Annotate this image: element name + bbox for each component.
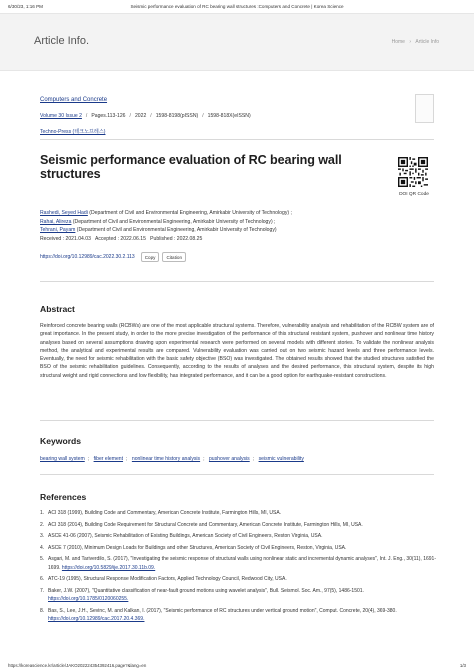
print-footer (0, 661, 474, 671)
keyword-link[interactable]: seismic vulnerability (258, 456, 304, 462)
print-page-title: Seismic performance evaluation of RC bearing wall structures :Computers and Concrete | Korea Science (130, 3, 344, 9)
references-heading: References (40, 492, 87, 502)
keyword-link[interactable]: bearing wall system (40, 456, 85, 462)
author-link[interactable]: Rashedi, Seyed Hadi (40, 210, 88, 216)
reference-item: 8. Bas, S., Lee, J.H., Sevinc, M. and Kalkan, I. (2017), "Seismic performance of RC structures under vertical ground motion", Comput. Concrete, 20(4), 369-380. https://doi.org/10.12989/cac.2017.20.4.369. (40, 607, 397, 623)
pissn: 1598-8198(pISSN) (155, 113, 199, 119)
divider (40, 420, 434, 421)
breadcrumb-separator: › (409, 39, 411, 45)
publisher-link[interactable]: Techno-Press (테크노프레스) (40, 129, 106, 135)
keywords-heading: Keywords (40, 436, 82, 446)
author-row (40, 226, 292, 235)
keywords-list: bearing wall system ; fiber element ; nonlinear time history analysis ; pushover analysis ; seismic vulnerability (40, 456, 304, 462)
reference-item: 7. Baker, J.W. (2007), "Quantitative classification of near-fault ground motions using wavelet analysis", Bull. Seismol. Soc. Am., 97(5), 1486-1501. https://doi.org/10.1785/0120060255. (40, 587, 364, 603)
author-affiliation: (Department of Civil and Environmental Engineering, Amirkabir University of Technology) ; (71, 218, 276, 225)
article-dates: Received : 2021.04.03 Accepted : 2022.06.15 Published : 2022.08.25 (40, 235, 203, 242)
print-header (0, 0, 474, 12)
print-url: https://koreascience.kr/article/JAKO202224354392416.page?&lang=en (8, 663, 147, 668)
journal-link[interactable]: Computers and Concrete (40, 97, 108, 103)
authors-block (40, 209, 292, 243)
breadcrumb-home[interactable]: Home (391, 39, 405, 45)
doi-row (40, 252, 189, 262)
journal-cover-thumbnail[interactable] (415, 94, 434, 123)
divider (40, 281, 434, 282)
eissn: 1598-818X(eISSN) (207, 113, 251, 119)
reference-item: 6. ATC-19 (1995), Structural Response Modification Factors, Applied Technology Council, Redwood City, USA. (40, 576, 287, 583)
citation-button[interactable]: Citation (162, 252, 186, 262)
keyword-link[interactable]: nonlinear time history analysis (131, 456, 201, 462)
divider (40, 474, 434, 475)
author-row (40, 218, 292, 227)
divider (40, 139, 434, 140)
pages: Pages.113-126 (91, 113, 126, 119)
reference-doi-link[interactable]: https://doi.org/10.5829/ije.2017.30.11b.09. (61, 564, 156, 571)
issue-line: Volume 30 Issue 2 / Pages.113-126 / 2022 / 1598-8198(pISSN) / 1598-818X(eISSN) (40, 113, 251, 119)
volume-issue-link[interactable]: Volume 30 Issue 2 (40, 113, 82, 119)
reference-item: 5. Asgari, M. and Tariverdilo, S. (2017), "Investigating the seismic response of structural walls using nonlinear static and incremental dynamic analyses", Int. J. Eng., 30(11), 1691-1699. https://doi.org/10.5829/ije.2017.30.11b.09. (40, 556, 436, 571)
year: 2022 (134, 113, 147, 119)
author-row (40, 209, 292, 218)
reference-item: 1. ACI 318 (1999), Building Code and Commentary, American Concrete Institute, Farmington Hills, MI, USA. (40, 510, 282, 516)
doi-qr-code-icon[interactable] (398, 157, 428, 187)
references-list (40, 509, 440, 627)
author-affiliation: (Department of Civil and Environmental Engineering, Amirkabir University of Technology) ; (87, 210, 292, 216)
reference-item: 4. ASCE 7 (2010), Minimum Design Loads for Buildings and other Structures, American Society of Civil Engineers, Reston, Virginia, USA. (40, 544, 347, 551)
print-page-number: 1/3 (459, 663, 466, 668)
abstract-heading: Abstract (40, 304, 75, 314)
qr-label: DOI QR Code (399, 192, 429, 197)
print-datetime: 6/30/23, 1:16 PM (8, 3, 43, 9)
breadcrumb-current: Article Info (415, 39, 439, 45)
keyword-link[interactable]: fiber element (93, 456, 124, 462)
copy-doi-button[interactable]: Copy (141, 252, 160, 262)
doi-link[interactable]: https://doi.org/10.12989/cac.2022.30.2.113 (40, 254, 135, 260)
abstract-text: Reinforced concrete bearing walls (RCBWs) are one of the most applicable structural systems. Therefore, vulnerability analysis and rehabilitation of the RCBW system are of great importance. In the present study, in order to the more precise investigation of the performance of this structural resistant system, pushover and nonlinear time history analyses based on several assumptions drawing upon experimental research were performed on several models with different stories. To validate the nonlinear analysis method, the analytical and experimental results are compared. Vulnerability evaluation was carried out on two seismic hazard levels and three performance levels. Eventually, the need for seismic rehabilitation with the basic safety objective (BSO) was investigated. The obtained results showed that the studied structures satisfied the BSO of the seismic rehabilitation guidelines. Consequently, according to the results of analyses and the desired performance, this structural system, despite its high structural weight and rigid connections and low flexibility, has integrated performance, and it can be a good option for earthquake-resistant constructions. (40, 323, 434, 379)
author-link[interactable]: Rahai, Alireza (40, 218, 72, 225)
author-affiliation: (Department of Civil and Environmental Engineering, Amirkabir University of Technology) (75, 227, 277, 234)
reference-item: 2. ACI 318 (2014), Building Code Requirement for Structural Concrete and Commentary, American Concrete Institute, Farmington Hills, MI, USA. (40, 521, 363, 528)
journal-meta (40, 97, 440, 135)
page-title: Article Info. (34, 35, 90, 47)
reference-doi-link[interactable]: https://doi.org/10.1785/0120060255. (48, 596, 129, 603)
article-title: Seismic performance evaluation of RC bearing wall structures (40, 153, 342, 181)
reference-item: 3. ASCE 41-06 (2007), Seismic Rehabilitation of Existing Buildings, American Society of Civil Engineers, Reston Virginia, USA. (40, 533, 323, 540)
page-banner (0, 13, 474, 71)
author-link[interactable]: Tehrani, Payam (40, 227, 76, 234)
breadcrumb (389, 39, 439, 45)
reference-doi-link[interactable]: https://doi.org/10.12989/cac.2017.20.4.369. (48, 616, 145, 623)
keyword-link[interactable]: pushover analysis (208, 456, 250, 462)
